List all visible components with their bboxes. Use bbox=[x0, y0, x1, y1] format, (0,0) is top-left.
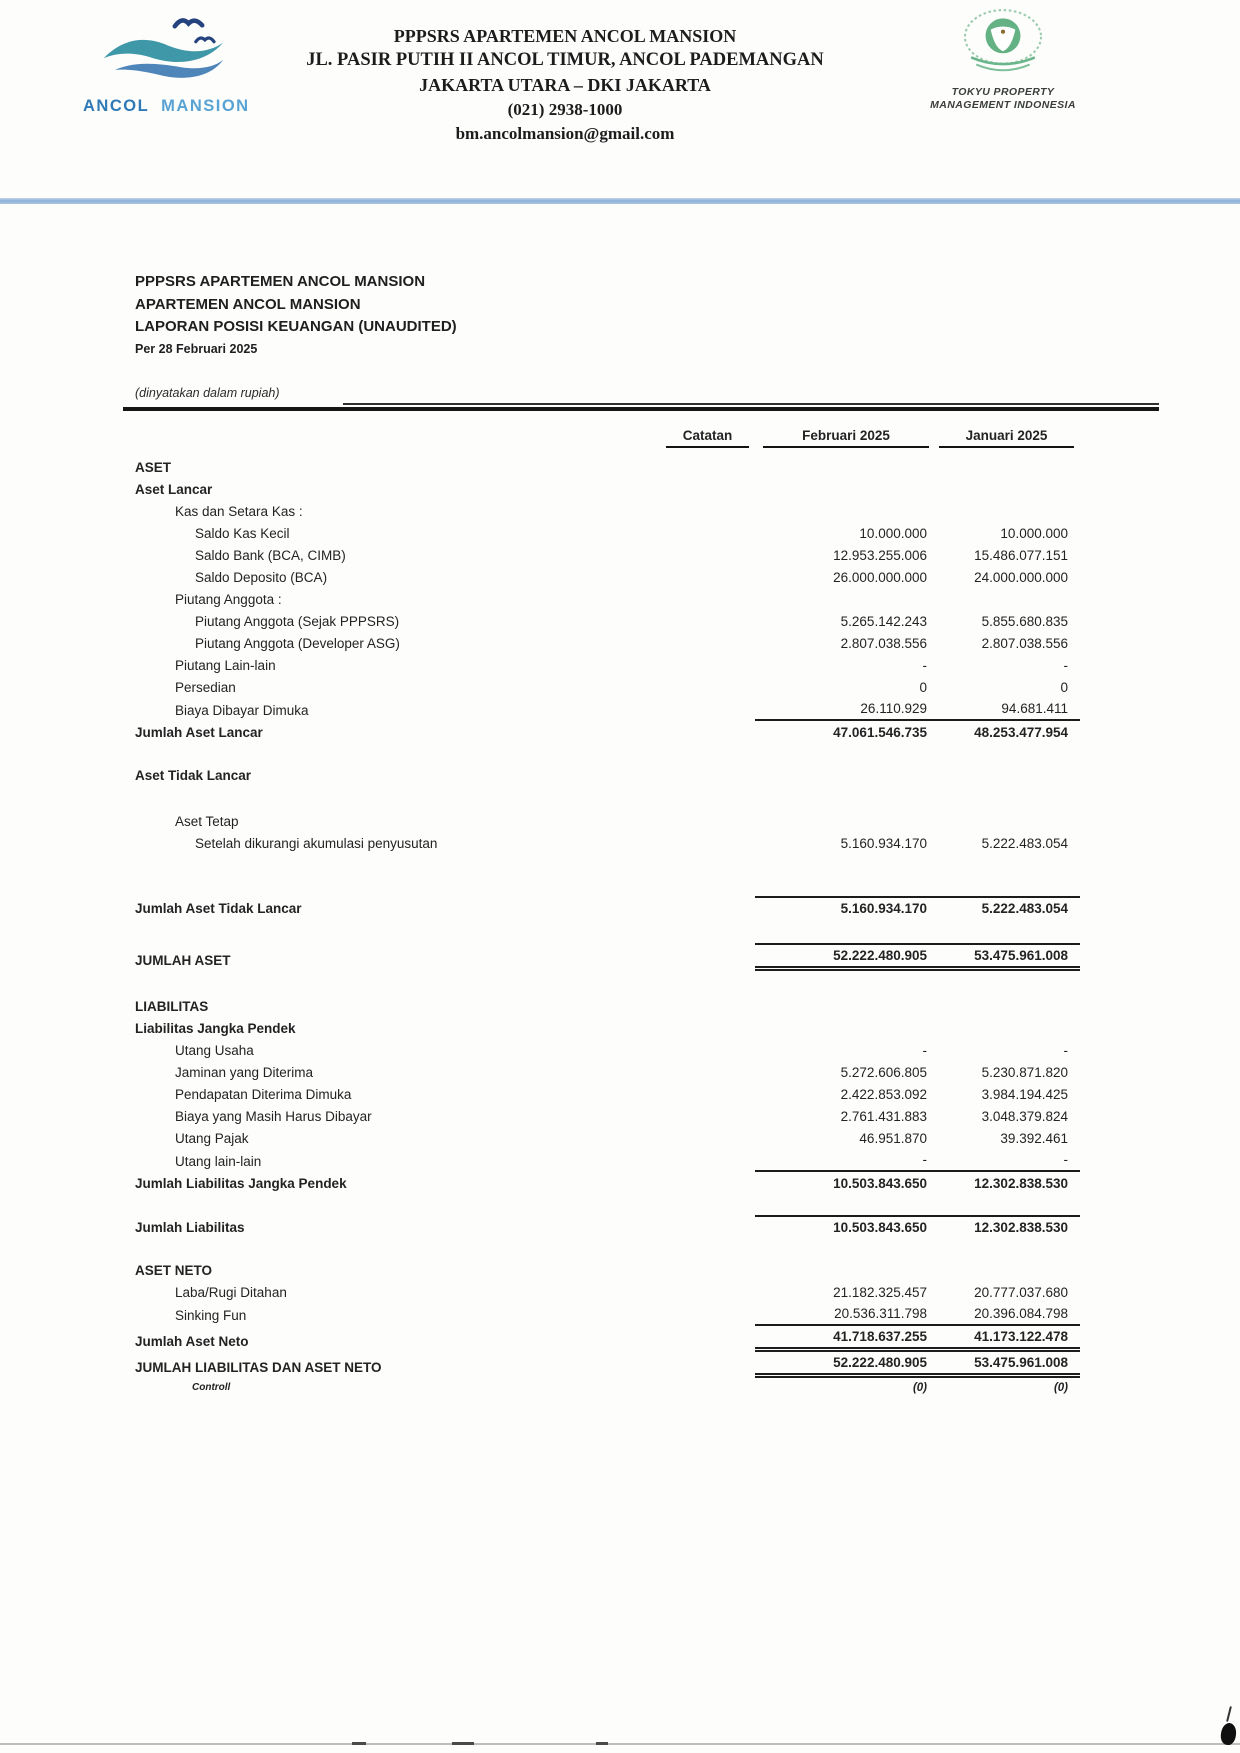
row-label: Setelah dikurangi akumulasi penyusutan bbox=[195, 836, 438, 851]
letterhead-divider-line bbox=[0, 198, 1240, 204]
table-row bbox=[135, 566, 1080, 588]
wordmark-ancol: ANCOL bbox=[83, 97, 150, 115]
table-row bbox=[135, 1172, 1080, 1194]
cell-februari-2025: 26.000.000.000 bbox=[833, 570, 927, 585]
table-row bbox=[135, 1326, 1080, 1352]
cell-januari-2025: 39.392.461 bbox=[1000, 1131, 1068, 1146]
scan-mark bbox=[352, 1742, 366, 1745]
row-label: Jaminan yang Diterima bbox=[175, 1065, 314, 1080]
table-row bbox=[135, 1259, 1080, 1281]
scan-mark bbox=[452, 1742, 474, 1745]
row-label: Jumlah Liabilitas Jangka Pendek bbox=[135, 1176, 347, 1191]
cell-februari-2025: 5.160.934.170 bbox=[840, 836, 927, 851]
cell-februari-2025: 2.422.853.092 bbox=[840, 1087, 927, 1102]
cell-januari-2025: 3.984.194.425 bbox=[981, 1087, 1068, 1102]
row-label: Biaya Dibayar Dimuka bbox=[175, 703, 309, 718]
table-row bbox=[135, 1215, 1080, 1238]
report-statement-name: LAPORAN POSISI KEUANGAN (UNAUDITED) bbox=[135, 318, 457, 335]
row-label: Utang Pajak bbox=[175, 1131, 249, 1146]
table-row bbox=[135, 1352, 1080, 1378]
row-label: Piutang Anggota (Sejak PPPSRS) bbox=[195, 614, 400, 629]
cell-februari-2025: 20.536.311.798 bbox=[755, 1303, 933, 1326]
currency-note: (dinyatakan dalam rupiah) bbox=[135, 386, 280, 400]
table-row bbox=[135, 943, 1080, 971]
table-row bbox=[135, 654, 1080, 676]
table-row bbox=[135, 544, 1080, 566]
cell-januari-2025: 2.807.038.556 bbox=[981, 636, 1068, 651]
cell-januari-2025: 5.855.680.835 bbox=[981, 614, 1068, 629]
cell-februari-2025: 10.000.000 bbox=[859, 526, 927, 541]
table-row bbox=[135, 1281, 1080, 1303]
tokyu-logo bbox=[918, 6, 1088, 112]
cell-januari-2025: - bbox=[1063, 658, 1068, 673]
row-label: Controll bbox=[192, 1382, 231, 1393]
cell-januari-2025: 5.222.483.054 bbox=[933, 896, 1080, 919]
row-label: Jumlah Aset Lancar bbox=[135, 725, 263, 740]
row-label: ASET NETO bbox=[135, 1263, 213, 1278]
report-period: Per 28 Februari 2025 bbox=[135, 341, 258, 356]
cell-februari-2025: 21.182.325.457 bbox=[833, 1285, 927, 1300]
row-label: Aset Tetap bbox=[175, 814, 239, 829]
cell-februari-2025: 2.761.431.883 bbox=[840, 1109, 927, 1124]
cell-januari-2025: 0 bbox=[1060, 680, 1068, 695]
table-row bbox=[135, 1105, 1080, 1127]
cell-februari-2025: 12.953.255.006 bbox=[833, 548, 927, 563]
scan-mark bbox=[596, 1742, 608, 1745]
cell-januari-2025: 5.230.871.820 bbox=[981, 1065, 1068, 1080]
currency-note-row bbox=[123, 384, 1159, 411]
cell-februari-2025: 10.503.843.650 bbox=[833, 1176, 927, 1191]
cell-februari-2025: 0 bbox=[919, 680, 927, 695]
cell-januari-2025: (0) bbox=[1053, 1382, 1068, 1394]
column-header-catatan: Catatan bbox=[660, 426, 755, 448]
cell-februari-2025: 47.061.546.735 bbox=[833, 725, 927, 740]
table-row bbox=[135, 1303, 1080, 1326]
scan-mark bbox=[1226, 1706, 1232, 1722]
row-label: Laba/Rugi Ditahan bbox=[175, 1285, 287, 1300]
cell-februari-2025: - bbox=[755, 1149, 933, 1172]
cell-januari-2025: 12.302.838.530 bbox=[974, 1176, 1068, 1191]
row-label: Aset Lancar bbox=[135, 482, 213, 497]
column-header-januari-2025: Januari 2025 bbox=[933, 426, 1080, 448]
row-label: Sinking Fun bbox=[175, 1308, 247, 1323]
table-header-row bbox=[135, 426, 1080, 448]
table-row bbox=[135, 500, 1080, 522]
row-label: Biaya yang Masih Harus Dibayar bbox=[175, 1109, 372, 1124]
table-spacer bbox=[135, 971, 1080, 995]
cell-januari-2025: 53.475.961.008 bbox=[933, 1352, 1080, 1378]
note-baseline-rule bbox=[343, 403, 1159, 405]
tokyu-text-line1: TOKYU PROPERTY bbox=[951, 86, 1055, 98]
row-label: Saldo Bank (BCA, CIMB) bbox=[195, 548, 346, 563]
cell-februari-2025: 52.222.480.905 bbox=[755, 1352, 933, 1378]
table-row bbox=[135, 588, 1080, 610]
table-row bbox=[135, 810, 1080, 832]
row-label: Jumlah Liabilitas bbox=[135, 1220, 245, 1235]
org-email: bm.ancolmansion@gmail.com bbox=[455, 124, 675, 143]
cell-februari-2025: 2.807.038.556 bbox=[840, 636, 927, 651]
cell-februari-2025: - bbox=[922, 1043, 927, 1058]
table-spacer bbox=[135, 1238, 1080, 1259]
column-header-februari-2025: Februari 2025 bbox=[755, 426, 933, 448]
cell-februari-2025: 41.718.637.255 bbox=[755, 1326, 933, 1352]
cell-januari-2025: 10.000.000 bbox=[1000, 526, 1068, 541]
row-label: Liabilitas Jangka Pendek bbox=[135, 1021, 296, 1036]
cell-januari-2025: 41.173.122.478 bbox=[933, 1326, 1080, 1352]
cell-januari-2025: 94.681.411 bbox=[933, 698, 1080, 721]
tokyu-emblem-icon bbox=[943, 67, 1063, 84]
table-row bbox=[135, 1039, 1080, 1061]
cell-februari-2025: 5.265.142.243 bbox=[840, 614, 927, 629]
cell-februari-2025: 46.951.870 bbox=[859, 1131, 927, 1146]
report-building-name: APARTEMEN ANCOL MANSION bbox=[135, 295, 361, 313]
report-entity-name: PPPSRS APARTEMEN ANCOL MANSION bbox=[135, 273, 426, 290]
cell-januari-2025: 20.396.084.798 bbox=[933, 1303, 1080, 1326]
cell-januari-2025: - bbox=[933, 1149, 1080, 1172]
row-label: Jumlah Aset Tidak Lancar bbox=[135, 901, 302, 916]
row-label: Jumlah Aset Neto bbox=[135, 1334, 249, 1349]
table-row bbox=[135, 456, 1080, 478]
cell-januari-2025: 12.302.838.530 bbox=[933, 1215, 1080, 1238]
row-label: Utang lain-lain bbox=[175, 1154, 262, 1169]
cell-februari-2025: 10.503.843.650 bbox=[755, 1215, 933, 1238]
org-name: PPPSRS APARTEMEN ANCOL MANSION bbox=[393, 26, 737, 46]
row-label: JUMLAH ASET bbox=[135, 953, 231, 968]
row-label: Saldo Kas Kecil bbox=[195, 526, 290, 541]
cell-januari-2025: 48.253.477.954 bbox=[974, 725, 1068, 740]
table-row bbox=[135, 721, 1080, 743]
org-phone: (021) 2938-1000 bbox=[507, 100, 623, 119]
tokyu-logo-text bbox=[918, 86, 1088, 112]
table-row bbox=[135, 478, 1080, 500]
table-spacer bbox=[135, 743, 1080, 764]
table-row bbox=[135, 676, 1080, 698]
cell-januari-2025: 3.048.379.824 bbox=[981, 1109, 1068, 1124]
row-label: Saldo Deposito (BCA) bbox=[195, 570, 328, 585]
cell-februari-2025: 26.110.929 bbox=[755, 698, 933, 721]
row-label: Persedian bbox=[175, 680, 236, 695]
row-label: LIABILITAS bbox=[135, 999, 209, 1014]
cell-januari-2025: 24.000.000.000 bbox=[974, 570, 1068, 585]
table-spacer bbox=[135, 854, 1080, 896]
table-row bbox=[135, 995, 1080, 1017]
wordmark-mansion: MANSION bbox=[161, 97, 250, 115]
table-row bbox=[135, 1127, 1080, 1149]
row-label: JUMLAH LIABILITAS DAN ASET NETO bbox=[135, 1360, 382, 1375]
scan-edge-line bbox=[0, 1743, 1240, 1745]
table-row bbox=[135, 1017, 1080, 1039]
cell-februari-2025: - bbox=[922, 658, 927, 673]
row-label: Piutang Lain-lain bbox=[175, 658, 276, 673]
row-label: Utang Usaha bbox=[175, 1043, 254, 1058]
table-row bbox=[135, 632, 1080, 654]
row-label: Piutang Anggota : bbox=[175, 592, 282, 607]
cell-februari-2025: 5.160.934.170 bbox=[755, 896, 933, 919]
row-label: Pendapatan Diterima Dimuka bbox=[175, 1087, 352, 1102]
table-row bbox=[135, 764, 1080, 786]
cell-januari-2025: 5.222.483.054 bbox=[981, 836, 1068, 851]
cell-februari-2025: 5.272.606.805 bbox=[840, 1065, 927, 1080]
table-spacer bbox=[135, 1194, 1080, 1215]
table-spacer bbox=[135, 919, 1080, 943]
table-rows-host bbox=[135, 456, 1080, 1398]
cell-februari-2025: (0) bbox=[912, 1382, 927, 1394]
report-title-block bbox=[135, 271, 457, 360]
table-row bbox=[135, 1061, 1080, 1083]
table-row bbox=[135, 522, 1080, 544]
table-row bbox=[135, 896, 1080, 919]
table-row bbox=[135, 698, 1080, 721]
table-row bbox=[135, 1149, 1080, 1172]
row-label: Aset Tidak Lancar bbox=[135, 768, 252, 783]
table-row bbox=[135, 1378, 1080, 1398]
tokyu-text-line2: MANAGEMENT INDONESIA bbox=[930, 99, 1076, 111]
table-row bbox=[135, 832, 1080, 854]
table-spacer bbox=[135, 786, 1080, 810]
table-row bbox=[135, 1083, 1080, 1105]
cell-januari-2025: 20.777.037.680 bbox=[974, 1285, 1068, 1300]
row-label: Kas dan Setara Kas : bbox=[175, 504, 303, 519]
statement-table bbox=[135, 426, 1080, 1398]
cell-januari-2025: - bbox=[1063, 1043, 1068, 1058]
org-address-line2: JAKARTA UTARA – DKI JAKARTA bbox=[419, 75, 711, 95]
table-row bbox=[135, 610, 1080, 632]
row-label: ASET bbox=[135, 460, 172, 475]
row-label: Piutang Anggota (Developer ASG) bbox=[195, 636, 400, 651]
org-address-line1: JL. PASIR PUTIH II ANCOL TIMUR, ANCOL PADEMANGAN bbox=[306, 50, 824, 70]
cell-januari-2025: 15.486.077.151 bbox=[974, 548, 1068, 563]
cell-januari-2025: 53.475.961.008 bbox=[933, 943, 1080, 971]
cell-februari-2025: 52.222.480.905 bbox=[755, 943, 933, 971]
